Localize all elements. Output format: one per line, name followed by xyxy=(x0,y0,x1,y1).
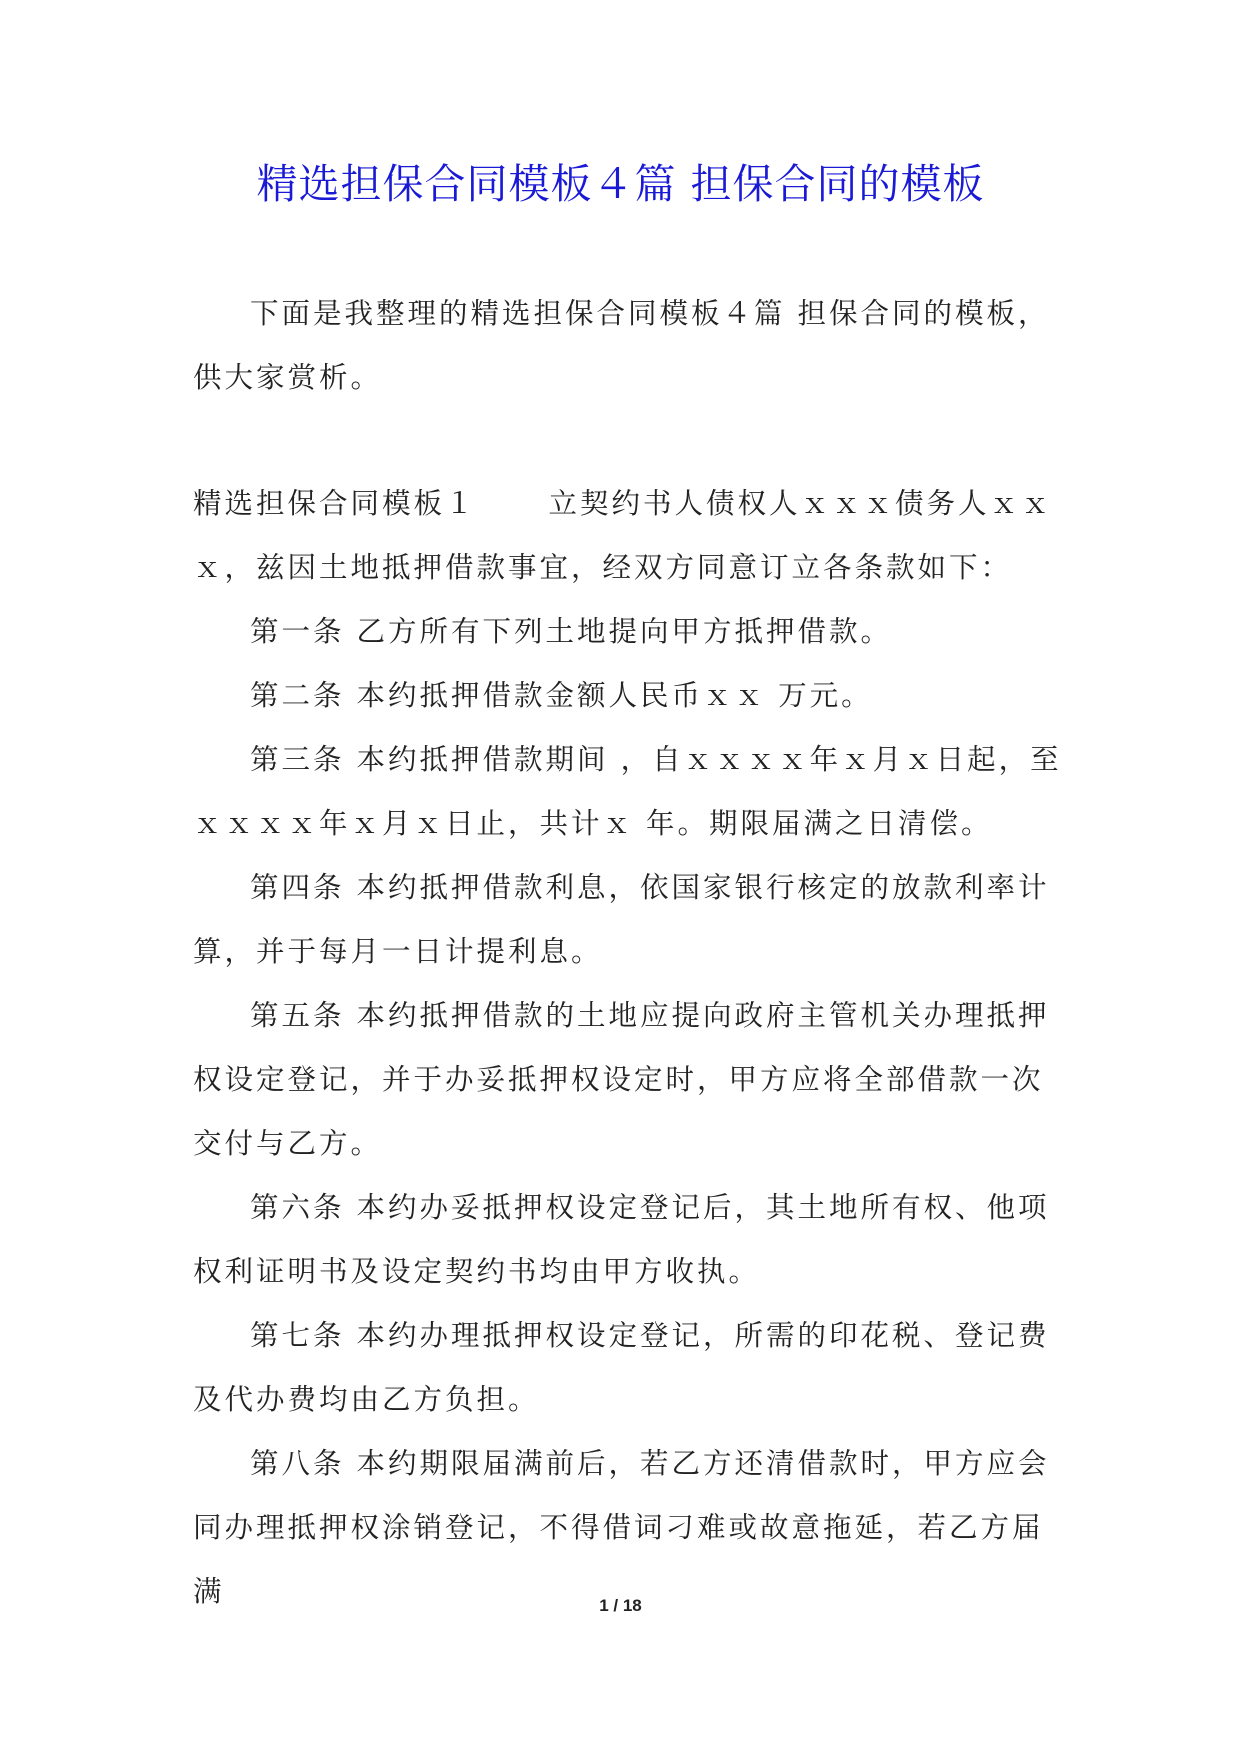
document-title: 精选担保合同模板４篇 担保合同的模板 xyxy=(256,160,985,208)
article-3: 第三条 本约抵押借款期间 ，自ｘｘｘｘ年ｘ月ｘ日起，至ｘｘｘｘ年ｘ月ｘ日止，共计ｘ 年。期限届满之日清偿。 xyxy=(193,743,1062,840)
section-lead: 立契约书人债权人ｘｘｘ债务人ｘｘｘ，兹因土地抵押借款事宜，经双方同意订立各条款如下： xyxy=(193,487,1053,584)
section-heading: 精选担保合同模板１ xyxy=(193,487,477,520)
section-block xyxy=(193,472,1063,1624)
article-6: 第六条 本约办妥抵押权设定登记后，其土地所有权、他项权利证明书及设定契约书均由甲方收执。 xyxy=(193,1191,1050,1288)
intro-paragraph: 下面是我整理的精选担保合同模板４篇 担保合同的模板，供大家赏析。 xyxy=(193,297,1050,394)
article-5: 第五条 本约抵押借款的土地应提向政府主管机关办理抵押权设定登记，并于办妥抵押权设定时，甲方应将全部借款一次交付与乙方。 xyxy=(193,999,1050,1160)
section-lead-paragraph xyxy=(193,472,1063,600)
page-indicator: 1 / 18 xyxy=(599,1596,642,1615)
article-7: 第七条 本约办理抵押权设定登记，所需的印花税、登记费及代办费均由乙方负担。 xyxy=(193,1319,1050,1416)
article-8: 第八条 本约期限届满前后，若乙方还清借款时，甲方应会同办理抵押权涂销登记，不得借词刁难或故意拖延，若乙方届满 xyxy=(193,1447,1050,1608)
article-1: 第一条 乙方所有下列土地提向甲方抵押借款。 xyxy=(250,615,893,648)
article-2: 第二条 本约抵押借款金额人民币ｘｘ 万元。 xyxy=(250,679,873,712)
intro-block xyxy=(193,282,1063,410)
article-4: 第四条 本约抵押借款利息，依国家银行核定的放款利率计算，并于每月一日计提利息。 xyxy=(193,871,1050,968)
